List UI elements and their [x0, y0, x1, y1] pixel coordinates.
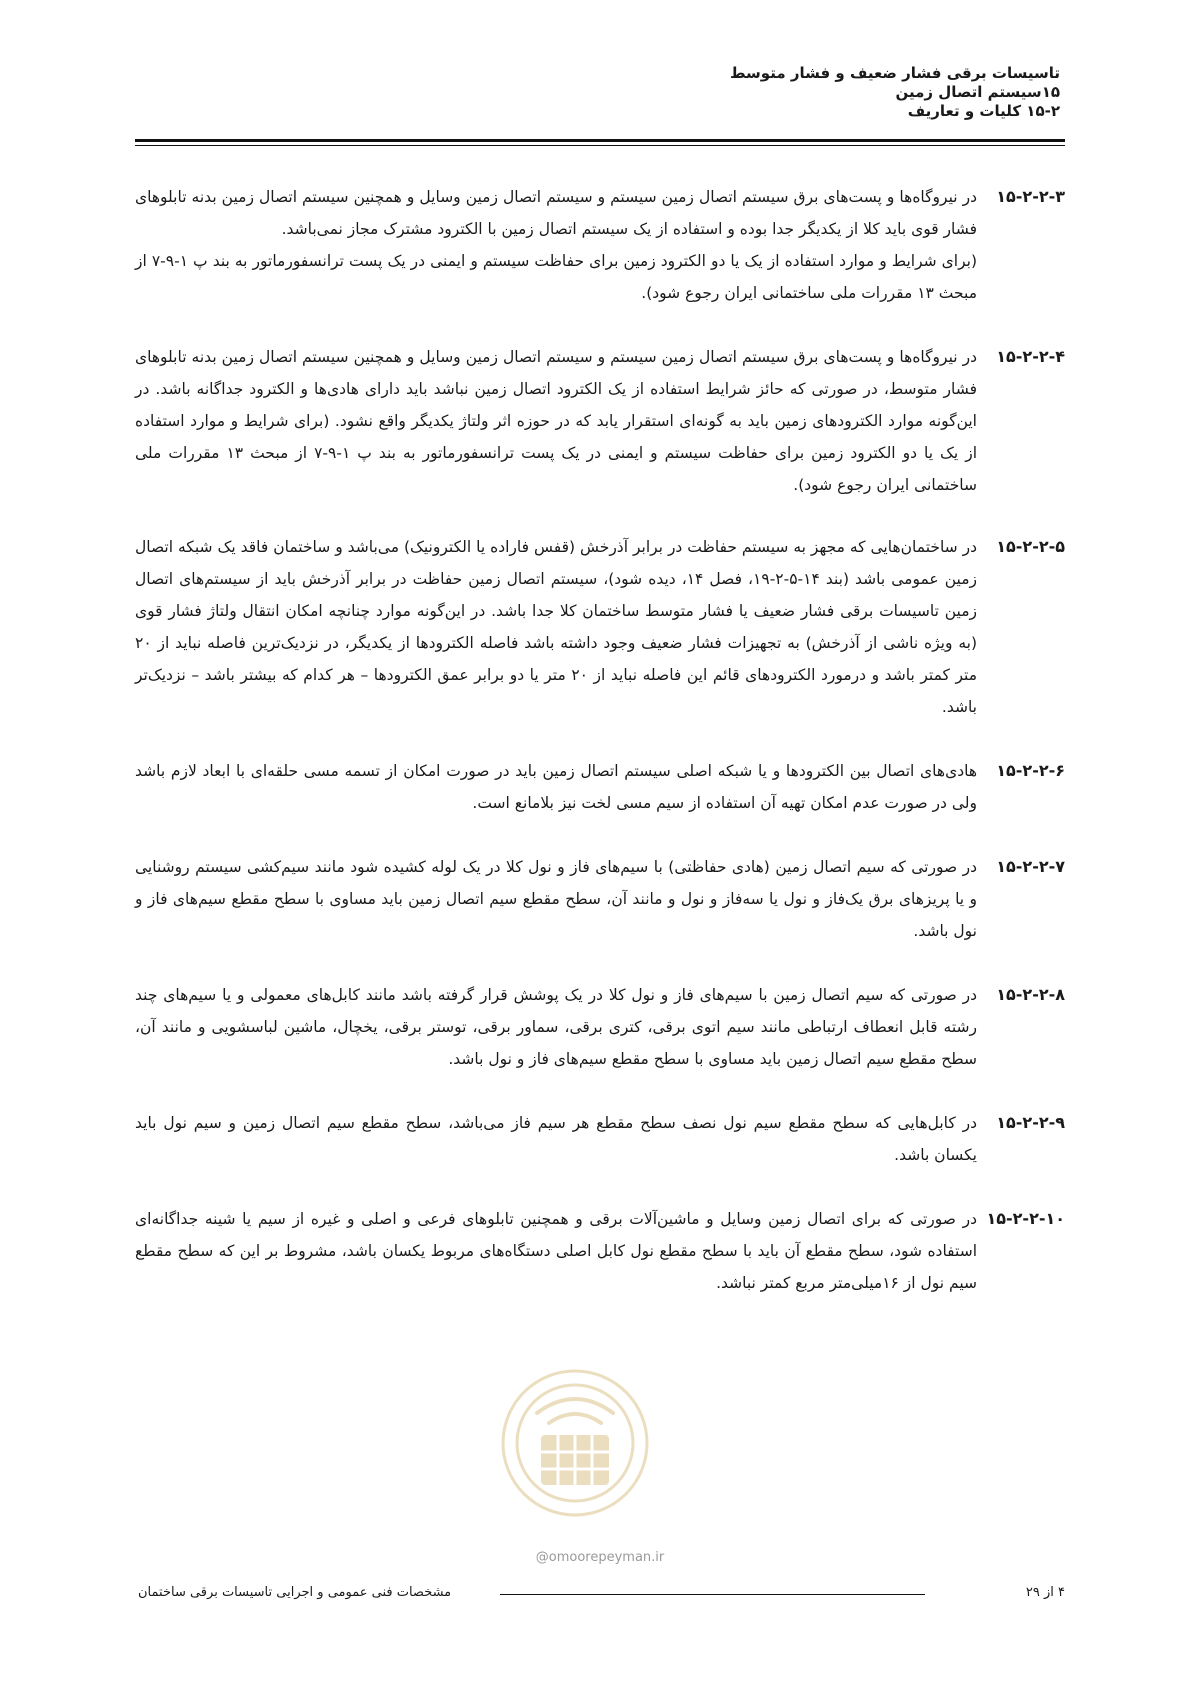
- header-chapter-title: ۱۵سیستم اتصال زمین: [895, 83, 1060, 101]
- section-number: ۱۵-۲-۲-۱۰: [986, 1209, 1065, 1228]
- section-paragraph: در نیروگاه‌ها و پست‌های برق سیستم اتصال زمین سیستم و سیستم اتصال زمین وسایل و همچنین سیستم اتصال زمین بدنه تابلوهای فشار متوسط، در صورتی که حائز شرایط استفاده از یک الکترود اتصال زمین نباشد باید دارای هادی‌ها و الکترود جداگانه باشد. در این‌گونه موارد الکترودهای زمین باید به گونه‌ای استقرار یابد که در حوزه اثر ولتاژ یکدیگر واقع نشود. (برای شرایط و موارد استفاده از یک یا دو الکترود زمین برای حفاظت سیستم و ایمنی در یک پست ترانسفورماتور به بند پ ۱-۹-۷ از مبحث ۱۳ مقررات ملی ساختمانی ایران رجوع شود).: [135, 348, 977, 494]
- section-number: ۱۵-۲-۲-۴: [996, 347, 1065, 366]
- section-15-2-2-7: [135, 851, 1065, 947]
- section-15-2-2-9: [135, 1107, 1065, 1171]
- section-number: ۱۵-۲-۲-۳: [996, 187, 1065, 206]
- section-body: [135, 341, 977, 501]
- watermark-logo: [497, 1365, 653, 1521]
- section-paragraph: در صورتی که سیم اتصال زمین (هادی حفاظتی) با سیم‌های فاز و نول کلا در یک لوله کشیده شود مانند سیم‌کشی سیستم روشنایی و یا پریزهای برق یک‌فاز و نول یا سه‌فاز و نول و مانند آن، سطح مقطع سیم اتصال زمین باید مساوی با سطح مقطع سیم‌های فاز و نول باشد.: [135, 858, 977, 940]
- section-15-2-2-5: [135, 531, 1065, 723]
- footer-rule: [500, 1594, 925, 1595]
- watermark-caption: @omoorepeyman.ir: [535, 1550, 665, 1565]
- section-paragraph: (برای شرایط و موارد استفاده از یک یا دو الکترود زمین برای حفاظت سیستم و ایمنی در یک پست ترانسفورماتور به بند پ ۱-۹-۷ از مبحث ۱۳ مقررات ملی ساختمانی ایران رجوع شود).: [135, 252, 977, 302]
- header-section-title: ۱۵-۲ کلیات و تعاریف: [907, 102, 1060, 120]
- section-15-2-2-6: [135, 755, 1065, 819]
- section-number: ۱۵-۲-۲-۵: [996, 537, 1065, 556]
- section-paragraph: هادی‌های اتصال بین الکترودها و یا شبکه اصلی سیستم اتصال زمین باید در صورت امکان از تسمه مسی حلقه‌ای با ابعاد لازم باشد ولی در صورت عدم امکان تهیه آن استفاده از سیم مسی لخت نیز بلامانع است.: [135, 762, 977, 812]
- section-body: [135, 531, 977, 723]
- header-rule-thick: [135, 139, 1065, 142]
- header-rule-thin: [135, 145, 1065, 146]
- section-15-2-2-8: [135, 979, 1065, 1075]
- section-paragraph: در نیروگاه‌ها و پست‌های برق سیستم اتصال زمین سیستم و سیستم اتصال زمین وسایل و همچنین سیستم اتصال زمین بدنه تابلوهای فشار قوی باید کلا از یکدیگر جدا بوده و استفاده از یک سیستم اتصال زمین با الکترود مشترک مجاز نمی‌باشد.: [135, 188, 977, 238]
- section-15-2-2-4: [135, 341, 1065, 501]
- section-body: [135, 1107, 977, 1171]
- section-paragraph: در ساختمان‌هایی که مجهز به سیستم حفاظت در برابر آذرخش (قفس فاراده یا الکترونیک) می‌باشد و ساختمان فاقد یک شبکه اتصال زمین عمومی باشد (بند ۱۴-۵-۲-۱۹، فصل ۱۴، دیده شود)، سیستم اتصال زمین حفاظت در برابر آذرخش باید از سیستم‌های اتصال زمین تاسیسات برقی فشار ضعیف یا فشار متوسط ساختمان کلا جدا باشد. در این‌گونه موارد چنانچه امکان انتقال ولتاژ فشار قوی (به ویژه ناشی از آذرخش) به تجهیزات فشار ضعیف وجود داشته باشد فاصله الکترودها از یکدیگر، در نزدیک‌ترین فاصله نباید از ۲۰ متر کمتر باشد و درمورد الکترودهای قائم این فاصله نباید از ۲۰ متر یا دو برابر عمق الکترودها – هر کدام که بیشتر باشد – نزدیک‌تر باشد.: [135, 538, 977, 716]
- section-body: [135, 181, 977, 309]
- section-number: ۱۵-۲-۲-۸: [996, 985, 1065, 1004]
- section-paragraph: در صورتی که برای اتصال زمین وسایل و ماشین‌آلات برقی و همچنین تابلوهای فرعی و اصلی و غیره از سیم یا شینه جداگانه‌ای استفاده شود، سطح مقطع آن باید با سطح مقطع نول کابل اصلی دستگاه‌های مربوط یکسان باشد، مشروط بر این که سطح مقطع سیم نول از ۱۶میلی‌متر مربع کمتر نباشد.: [135, 1210, 977, 1292]
- section-body: [135, 755, 977, 819]
- sections-list: [135, 181, 1065, 1299]
- section-body: [135, 851, 977, 947]
- section-number: ۱۵-۲-۲-۶: [996, 761, 1065, 780]
- section-paragraph: در کابل‌هایی که سطح مقطع سیم نول نصف سطح مقطع هر سیم فاز می‌باشد، سطح مقطع سیم اتصال زمین و سیم نول باید یکسان باشد.: [135, 1114, 977, 1164]
- section-body: [135, 979, 977, 1075]
- section-paragraph: در صورتی که سیم اتصال زمین با سیم‌های فاز و نول کلا در یک پوشش قرار گرفته باشد مانند کابل‌های معمولی و یا سیم‌های چند رشته قابل انعطاف ارتباطی مانند سیم اتوی برقی، کتری برقی، سماور برقی، توستر برقی، یخچال، ماشین لباسشویی و مانند آن، سطح مقطع سیم اتصال زمین باید مساوی با سطح مقطع سیم‌های فاز و نول باشد.: [135, 986, 977, 1068]
- section-15-2-2-3: [135, 181, 1065, 309]
- section-15-2-2-10: [135, 1203, 1065, 1299]
- section-body: [135, 1203, 977, 1299]
- page-header: [130, 64, 1060, 121]
- footer-document-title: مشخصات فنی عمومی و اجرایی تاسیسات برقی ساختمان: [138, 1585, 452, 1600]
- footer-page-number: ۴ از ۲۹: [1025, 1585, 1065, 1600]
- section-number: ۱۵-۲-۲-۹: [996, 1113, 1065, 1132]
- section-number: ۱۵-۲-۲-۷: [996, 857, 1065, 876]
- header-book-title: تاسیسات برقی فشار ضعیف و فشار متوسط: [729, 64, 1060, 82]
